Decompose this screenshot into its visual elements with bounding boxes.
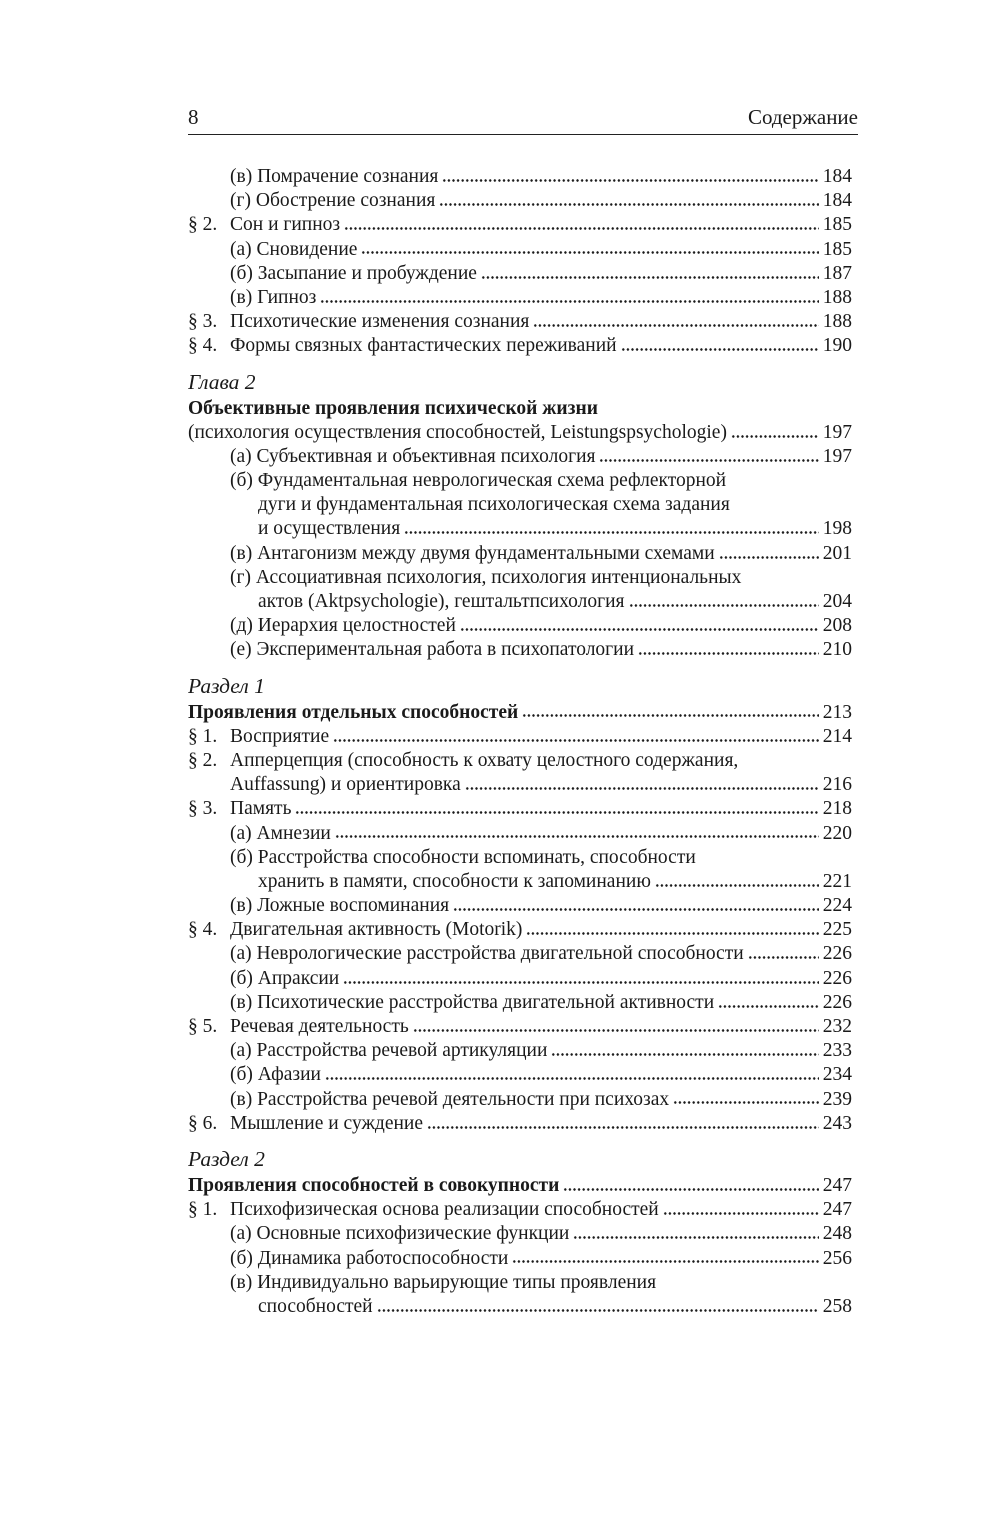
toc-entry-title: (г) Обострение сознания	[230, 190, 436, 212]
toc-page-number: 243	[822, 1112, 852, 1134]
dot-leader	[460, 625, 819, 633]
dot-leader	[673, 1099, 819, 1107]
toc-page-number: 190	[822, 335, 852, 357]
toc-entry	[188, 638, 852, 662]
chapter-title: Объективные проявления психической жизни	[188, 397, 598, 419]
toc-entry-line: (в) Индивидуально варьирующие типы проявления	[230, 1271, 657, 1293]
toc-entry	[188, 165, 852, 189]
toc-entry-title: актов (Aktpsychologie), гештальтпсихология	[258, 591, 625, 612]
toc-entry	[188, 797, 852, 821]
dot-leader	[655, 881, 819, 889]
toc-page-number: 226	[822, 991, 852, 1013]
dot-leader	[427, 1123, 819, 1131]
toc-entry-title: (в) Психотические расстройства двигательной активности	[230, 991, 715, 1013]
toc-page-number: 216	[822, 774, 852, 796]
toc-entry-line: (б) Расстройства способности вспоминать, способности	[230, 846, 696, 868]
toc-entry	[188, 870, 852, 894]
toc-entry-title: Психофизическая основа реализации способностей	[230, 1199, 659, 1221]
dot-leader	[442, 176, 818, 184]
section-title: Проявления отдельных способностей	[188, 701, 519, 723]
toc-entry-title: Речевая деятельность	[230, 1016, 409, 1037]
toc-page-number: 197	[822, 445, 852, 467]
table-of-contents	[188, 165, 852, 1319]
paragraph-number: § 5.	[188, 1016, 218, 1037]
paragraph-number: § 4.	[188, 335, 218, 357]
toc-entry	[188, 1112, 852, 1136]
toc-page-number: 208	[822, 615, 852, 637]
toc-entry-title: (в) Расстройства речевой деятельности при психозах	[230, 1088, 670, 1110]
toc-entry-line: (б) Фундаментальная неврологическая схема рефлекторной	[230, 470, 727, 492]
toc-entry	[188, 310, 852, 334]
dot-leader	[551, 1050, 818, 1058]
dot-leader	[748, 954, 819, 962]
section-label: Раздел 1	[188, 673, 265, 698]
toc-page-number: 213	[822, 701, 852, 723]
toc-page-number: 188	[822, 286, 852, 308]
dot-leader	[404, 529, 819, 537]
toc-entry-title: (б) Засыпание и пробуждение	[230, 262, 477, 284]
toc-page-number: 204	[822, 591, 852, 612]
toc-entry	[188, 894, 852, 918]
toc-entry-title: хранить в памяти, способности к запоминанию	[258, 870, 651, 892]
dot-leader	[719, 553, 819, 561]
toc-entry-title: (в) Антагонизм между двумя фундаментальными схемами	[230, 542, 715, 564]
dot-leader	[526, 929, 818, 937]
toc-entry-title: (в) Помрачение сознания	[230, 166, 439, 187]
dot-leader	[599, 456, 818, 464]
toc-page-number: 185	[822, 214, 852, 236]
dot-leader	[325, 1075, 819, 1083]
dot-leader	[731, 432, 819, 440]
toc-entry	[188, 1063, 852, 1087]
dot-leader	[573, 1234, 818, 1242]
dot-leader	[439, 200, 818, 208]
toc-entry-title: Психотические изменения сознания	[230, 311, 530, 333]
running-head	[188, 104, 858, 135]
paragraph-number: § 2.	[188, 749, 218, 771]
toc-entry-title: способностей	[258, 1295, 373, 1317]
toc-page-number: 234	[822, 1064, 852, 1086]
toc-entry	[188, 725, 852, 749]
paragraph-number: § 2.	[188, 214, 218, 236]
toc-entry-title: и осуществления	[258, 518, 401, 540]
toc-entry-title: (д) Иерархия целостностей	[230, 615, 456, 637]
toc-entry	[188, 445, 852, 469]
toc-entry	[188, 590, 852, 614]
toc-entry	[188, 1015, 852, 1039]
toc-entry	[188, 1295, 852, 1319]
paragraph-number: § 1.	[188, 725, 218, 747]
toc-entry-title: Память	[230, 798, 292, 820]
toc-page-number: 184	[822, 166, 852, 187]
toc-page-number: 188	[822, 311, 852, 333]
toc-page-number: 201	[822, 542, 852, 564]
toc-entry	[188, 1222, 852, 1246]
toc-entry-title: (в) Ложные воспоминания	[230, 895, 450, 917]
toc-page-number: 232	[822, 1016, 852, 1037]
dot-leader	[344, 225, 819, 233]
toc-entry-title: (а) Амнезии	[230, 822, 331, 844]
toc-entry	[188, 1039, 852, 1063]
toc-page-number: 256	[822, 1247, 852, 1269]
toc-entry	[188, 918, 852, 942]
paragraph-number: § 3.	[188, 311, 218, 333]
toc-entry	[188, 542, 852, 566]
toc-entry-title: Auffassung) и ориентировка	[230, 774, 461, 796]
toc-entry-line: (г) Ассоциативная психология, психология интенциональных	[230, 566, 742, 588]
section-title: Проявления способностей в совокупности	[188, 1174, 560, 1196]
dot-leader	[718, 1002, 819, 1010]
toc-entry	[188, 942, 852, 966]
toc-entry-title: Сон и гипноз	[230, 214, 341, 236]
toc-page-number: 233	[822, 1040, 852, 1062]
toc-page-number: 220	[822, 822, 852, 844]
dot-leader	[320, 297, 818, 305]
paragraph-number: § 1.	[188, 1199, 218, 1221]
toc-page-number: 247	[822, 1174, 852, 1196]
toc-page-number: 214	[822, 725, 852, 747]
running-title: Содержание	[747, 105, 858, 129]
section-label: Раздел 2	[188, 1146, 265, 1171]
toc-entry	[188, 822, 852, 846]
toc-page-number: 210	[822, 639, 852, 661]
toc-page-number: 218	[822, 798, 852, 820]
toc-page-number: 187	[822, 262, 852, 284]
toc-entry-title: (а) Неврологические расстройства двигательной способности	[230, 943, 744, 965]
toc-entry	[188, 701, 852, 725]
toc-entry-title: Мышление и суждение	[230, 1112, 424, 1134]
toc-page-number: 258	[822, 1295, 852, 1317]
dot-leader	[343, 978, 819, 986]
toc-entry-title: Апперцепция (способность к охвату целостного содержания,	[230, 749, 739, 771]
toc-entry-title: Формы связных фантастических переживаний	[230, 335, 617, 357]
toc-entry-line: дуги и фундаментальная психологическая схема задания	[258, 494, 730, 516]
dot-leader	[361, 249, 818, 257]
toc-entry-title: (б) Динамика работоспособности	[230, 1247, 509, 1269]
toc-entry	[188, 1174, 852, 1198]
dot-leader	[629, 601, 819, 609]
toc-entry-title: Восприятие	[230, 725, 330, 747]
toc-entry-title: (а) Сновидение	[230, 238, 358, 260]
toc-entry-title: Двигательная активность (Motorik)	[230, 919, 523, 941]
dot-leader	[453, 905, 819, 913]
toc-entry	[188, 238, 852, 262]
toc-page-number: 221	[822, 870, 852, 892]
dot-leader	[295, 809, 818, 817]
toc-entry-title: (а) Субъективная и объективная психология	[230, 445, 596, 467]
toc-page-number: 226	[822, 943, 852, 965]
toc-page-number: 239	[822, 1088, 852, 1110]
toc-page-number: 225	[822, 919, 852, 941]
toc-entry	[188, 189, 852, 213]
toc-entry	[188, 421, 852, 445]
dot-leader	[563, 1185, 818, 1193]
toc-entry	[188, 286, 852, 310]
dot-leader	[335, 833, 819, 841]
paragraph-number: § 6.	[188, 1112, 218, 1134]
toc-entry-title: (б) Апраксии	[230, 967, 340, 989]
dot-leader	[512, 1258, 818, 1266]
paragraph-number: § 4.	[188, 919, 218, 941]
toc-entry-title: (психология осуществления способностей, Leistungspsychologie)	[188, 421, 727, 443]
toc-entry-title: (а) Расстройства речевой артикуляции	[230, 1040, 548, 1062]
dot-leader	[522, 712, 818, 720]
dot-leader	[621, 346, 819, 354]
toc-page-number: 198	[822, 518, 852, 540]
toc-page-number: 197	[822, 421, 852, 443]
toc-entry	[188, 517, 852, 541]
toc-entry	[188, 991, 852, 1015]
toc-page-number: 184	[822, 190, 852, 212]
toc-entry	[188, 334, 852, 358]
dot-leader	[333, 736, 819, 744]
toc-entry	[188, 213, 852, 237]
dot-leader	[638, 650, 819, 658]
toc-entry	[188, 1088, 852, 1112]
toc-entry-title: (б) Афазии	[230, 1064, 321, 1086]
toc-entry	[188, 614, 852, 638]
toc-page-number: 248	[822, 1223, 852, 1245]
toc-entry	[188, 773, 852, 797]
toc-entry-title: (в) Гипноз	[230, 286, 317, 308]
chapter-label: Глава 2	[188, 369, 256, 394]
toc-entry-title: (е) Экспериментальная работа в психопатологии	[230, 639, 635, 661]
toc-entry	[188, 262, 852, 286]
toc-page-number: 185	[822, 238, 852, 260]
toc-entry	[188, 1198, 852, 1222]
toc-page-number: 247	[822, 1199, 852, 1221]
toc-page-number: 226	[822, 967, 852, 989]
toc-page-number: 224	[822, 895, 852, 917]
toc-entry-title: (а) Основные психофизические функции	[230, 1223, 570, 1245]
paragraph-number: § 3.	[188, 798, 218, 820]
toc-entry	[188, 967, 852, 991]
dot-leader	[413, 1026, 819, 1034]
dot-leader	[481, 273, 819, 281]
dot-leader	[377, 1306, 819, 1314]
page-number: 8	[188, 105, 199, 129]
dot-leader	[663, 1209, 819, 1217]
dot-leader	[465, 784, 819, 792]
toc-entry-line	[188, 749, 852, 773]
toc-entry	[188, 1247, 852, 1271]
dot-leader	[533, 321, 818, 329]
